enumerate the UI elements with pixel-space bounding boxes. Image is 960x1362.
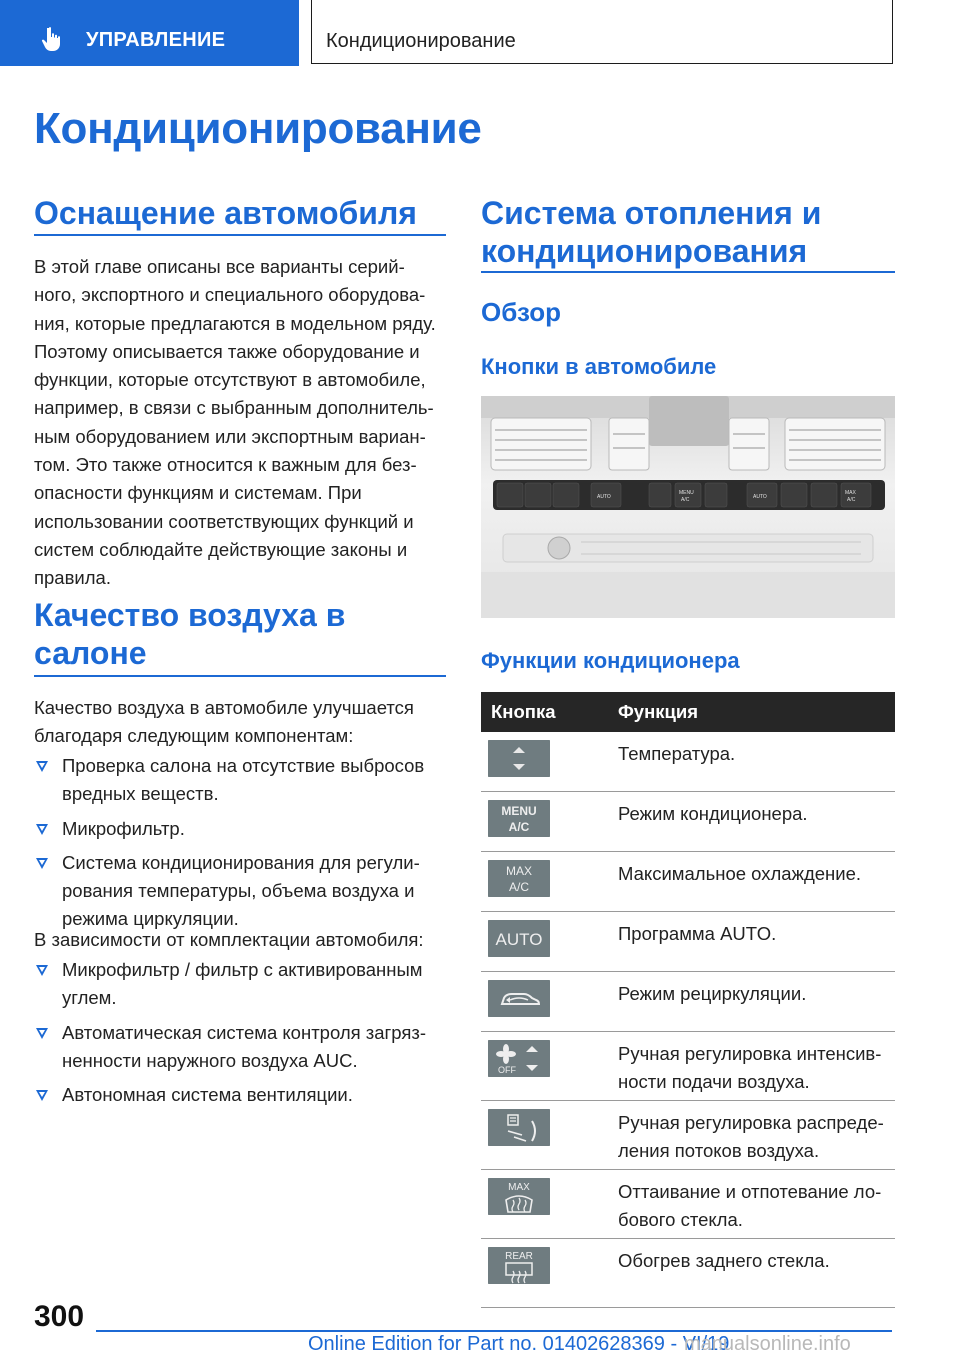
table-row bbox=[481, 792, 895, 852]
svg-text:REAR: REAR bbox=[505, 1251, 533, 1262]
list-item: Микрофильтр. bbox=[34, 815, 454, 843]
text-line: ного, экспортного и специального оборудова- bbox=[34, 284, 426, 306]
svg-text:AUTO: AUTO bbox=[495, 930, 543, 949]
heading-rule bbox=[481, 271, 895, 273]
photo-max-label: MAX bbox=[845, 490, 856, 496]
climate-panel-illustration bbox=[481, 396, 895, 618]
footer-edition: Online Edition for Part no. 01402628369 - VI/19 bbox=[308, 1333, 730, 1355]
page-tab-label: Кондиционирование bbox=[326, 30, 516, 52]
list-item: Система кондиционирования для регули- рования температуры, объема воздуха и режима циркуляции. bbox=[34, 849, 454, 934]
svg-text:A/C: A/C bbox=[508, 880, 530, 894]
equipment-paragraph bbox=[34, 253, 454, 593]
max-defrost-icon bbox=[488, 1178, 550, 1215]
photo-ac-label: A/C bbox=[681, 497, 690, 503]
text-line: ния, которые предлагаются в модельном ряду. bbox=[34, 312, 436, 334]
function-text: ления потоков воздуха. bbox=[618, 1140, 820, 1161]
recirculation-icon bbox=[488, 980, 550, 1017]
table-row bbox=[481, 912, 895, 972]
function-text: бового стекла. bbox=[618, 1209, 743, 1230]
triangle-bullet-icon bbox=[36, 761, 48, 772]
text-line: Качество воздуха в автомобиле улучшается bbox=[34, 697, 414, 718]
fan-intensity-icon bbox=[488, 1040, 550, 1077]
triangle-bullet-icon bbox=[36, 1090, 48, 1101]
triangle-bullet-icon bbox=[36, 965, 48, 976]
heading-rule bbox=[34, 234, 446, 236]
equipment-note: В зависимости от комплектации автомобиля: bbox=[34, 929, 424, 950]
heading-line: салоне bbox=[34, 635, 147, 671]
list-item: Автономная система вентиляции. bbox=[34, 1081, 454, 1109]
svg-text:A/C: A/C bbox=[508, 820, 530, 834]
function-text: Оттаивание и отпотевание ло- bbox=[618, 1181, 882, 1202]
heading-functions: Функции кондиционера bbox=[481, 648, 740, 673]
function-text: Обогрев заднего стекла. bbox=[618, 1250, 830, 1271]
text-line: опасности функциям и системам. При bbox=[34, 482, 362, 504]
table-row bbox=[481, 732, 895, 792]
watermark: manualsonline.info bbox=[684, 1333, 851, 1355]
triangle-bullet-icon bbox=[36, 824, 48, 835]
text-line: правила. bbox=[34, 567, 111, 589]
climate-panel-photo bbox=[481, 396, 895, 618]
photo-menu-label: MENU bbox=[679, 490, 694, 496]
list-item: Микрофильтр / фильтр с активированным углем. bbox=[34, 956, 454, 1013]
triangle-bullet-icon bbox=[36, 858, 48, 869]
heading-overview: Обзор bbox=[481, 297, 561, 327]
heading-system bbox=[481, 194, 821, 270]
function-text: ности подачи воздуха. bbox=[618, 1071, 810, 1092]
function-text: Режим рециркуляции. bbox=[618, 983, 807, 1004]
list-item: Автоматическая система контроля загряз- ненности наружного воздуха AUC. bbox=[34, 1019, 454, 1076]
function-text: Программа AUTO. bbox=[618, 923, 777, 944]
auto-icon bbox=[488, 920, 550, 957]
svg-text:MAX: MAX bbox=[508, 1182, 530, 1193]
hand-touch-icon bbox=[40, 26, 64, 52]
temperature-arrows-icon bbox=[488, 740, 550, 777]
heading-rule bbox=[34, 675, 446, 677]
text-line: Поэтому описывается также оборудование и bbox=[34, 340, 420, 362]
photo-auto-label: AUTO bbox=[753, 494, 767, 500]
table-header-function: Функция bbox=[608, 692, 895, 732]
photo-auto-label: AUTO bbox=[597, 494, 611, 500]
heading-equipment: Оснащение автомобиля bbox=[34, 195, 417, 231]
air-distribution-icon bbox=[488, 1109, 550, 1146]
page-tab[interactable] bbox=[311, 0, 893, 64]
text-line: том. Это также относится к важным для без- bbox=[34, 454, 417, 476]
text-line: ным оборудованием или экспортным вариан- bbox=[34, 425, 426, 447]
table-row bbox=[481, 1239, 895, 1308]
heading-air-quality bbox=[34, 596, 345, 672]
function-text: Ручная регулировка распреде- bbox=[618, 1112, 884, 1133]
table-row bbox=[481, 1101, 895, 1170]
table-row bbox=[481, 852, 895, 912]
table-row bbox=[481, 1032, 895, 1101]
list-item: Проверка салона на отсутствие выбросов вредных веществ. bbox=[34, 752, 454, 809]
text-line: например, в связи с выбранным дополнитель- bbox=[34, 397, 434, 419]
footer-rule bbox=[96, 1330, 892, 1332]
rear-defrost-icon bbox=[488, 1247, 550, 1284]
equipment-list bbox=[34, 956, 454, 1115]
svg-text:MAX: MAX bbox=[505, 864, 533, 878]
text-line: благодаря следующим компонентам: bbox=[34, 725, 354, 747]
page-title: Кондиционирование bbox=[34, 104, 482, 153]
function-text: Максимальное охлаждение. bbox=[618, 863, 862, 884]
function-text: Режим кондиционера. bbox=[618, 803, 808, 824]
section-tab[interactable] bbox=[0, 0, 299, 66]
menu-ac-icon bbox=[488, 800, 550, 837]
heading-buttons: Кнопки в автомобиле bbox=[481, 354, 717, 379]
table-row bbox=[481, 972, 895, 1032]
triangle-bullet-icon bbox=[36, 1028, 48, 1039]
function-text: Температура. bbox=[618, 743, 736, 764]
text-line: использовании соответствующих функций и bbox=[34, 510, 414, 532]
text-line: В этой главе описаны все варианты серий- bbox=[34, 256, 405, 277]
page-number: 300 bbox=[34, 1300, 85, 1333]
components-list bbox=[34, 752, 454, 940]
svg-text:OFF: OFF bbox=[498, 1065, 516, 1075]
functions-table bbox=[481, 692, 895, 1308]
function-text: Ручная регулировка интенсив- bbox=[618, 1043, 882, 1064]
text-line: функции, которые отсутствуют в автомобиле, bbox=[34, 369, 426, 391]
heading-line: кондиционирования bbox=[481, 233, 808, 269]
photo-ac-label: A/C bbox=[847, 497, 856, 503]
text-line: систем соблюдайте действующие законы и bbox=[34, 538, 408, 560]
heading-line: Качество воздуха в bbox=[34, 597, 346, 633]
heading-line: Система отопления и bbox=[481, 195, 822, 231]
air-intro bbox=[34, 694, 454, 751]
section-tab-label: УПРАВЛЕНИЕ bbox=[86, 29, 226, 51]
max-ac-icon bbox=[488, 860, 550, 897]
svg-text:MENU: MENU bbox=[501, 804, 537, 818]
table-header-button: Кнопка bbox=[481, 692, 608, 732]
table-row bbox=[481, 1170, 895, 1239]
